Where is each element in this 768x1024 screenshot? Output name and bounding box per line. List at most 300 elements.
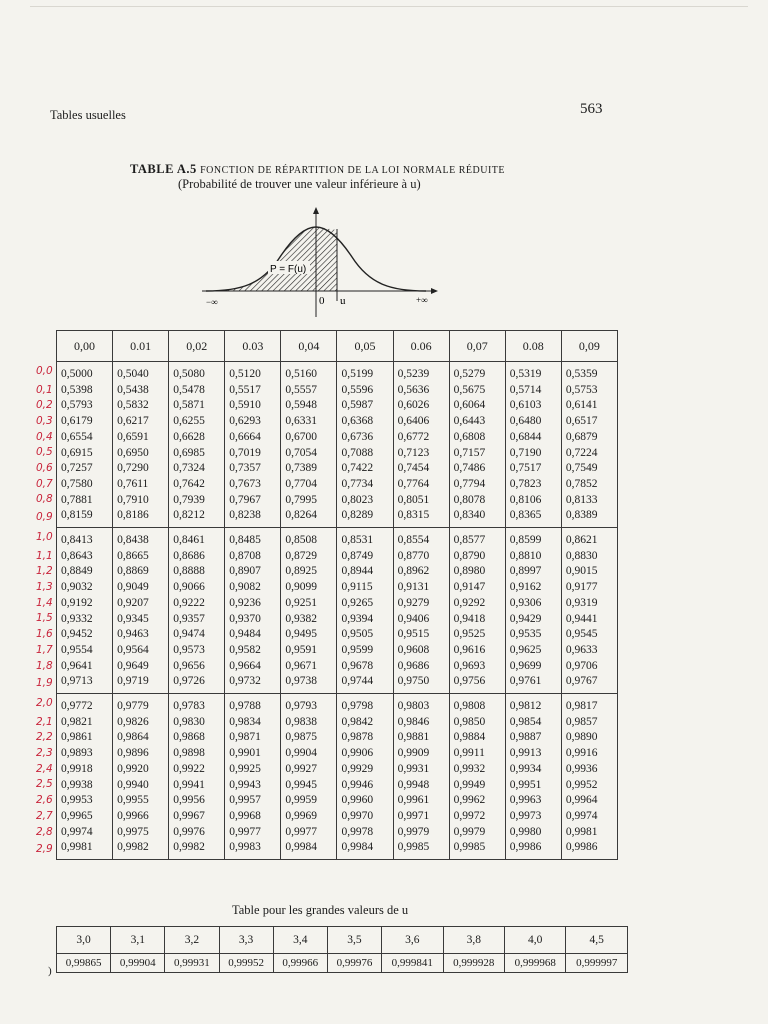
table-cell: 0,9678 (337, 659, 393, 675)
table-label: TABLE A.5 (130, 162, 197, 176)
table-cell: 0,9850 (449, 715, 505, 731)
table-cell: 0,9767 (561, 674, 617, 693)
table-cell: 0,9966 (113, 809, 169, 825)
table-cell: 0,9962 (449, 793, 505, 809)
table-cell: 0,7611 (113, 477, 169, 493)
table-cell: 0,9452 (57, 627, 113, 643)
minus-infinity-label: −∞ (206, 297, 218, 307)
table-cell: 0,9956 (169, 793, 225, 809)
table-cell: 0,7517 (505, 461, 561, 477)
table-cell: 0,8997 (505, 564, 561, 580)
table-cell: 0,9066 (169, 580, 225, 596)
table-cell: 0,9977 (281, 825, 337, 841)
u-label: u (340, 295, 346, 307)
table-cell: 0,9633 (561, 643, 617, 659)
table-cell: 0,9803 (393, 694, 449, 715)
edge-mark: ) (48, 965, 52, 977)
handwritten-row-label: 1,5 (36, 612, 53, 625)
table-cell: 0,9927 (281, 762, 337, 778)
table-cell: 0,9913 (505, 746, 561, 762)
table-cell: 0,9793 (281, 694, 337, 715)
handwritten-row-label: 2,7 (36, 809, 53, 822)
large-values-table (56, 926, 628, 973)
table-row (57, 564, 618, 580)
large-u-cell: 4,0 (505, 927, 566, 954)
table-cell: 0,9265 (337, 596, 393, 612)
handwritten-row-label: 2,9 (36, 842, 53, 855)
large-p-cell: 0,99904 (111, 954, 165, 973)
table-cell: 0,8106 (505, 493, 561, 509)
table-cell: 0,6985 (169, 446, 225, 462)
table-cell: 0,9664 (225, 659, 281, 675)
table-cell: 0,9936 (561, 762, 617, 778)
normal-curve-figure (200, 205, 440, 320)
table-cell: 0,9878 (337, 730, 393, 746)
table-cell: 0,9977 (225, 825, 281, 841)
table-row (57, 580, 618, 596)
table-row (57, 596, 618, 612)
table-title (130, 162, 505, 177)
handwritten-row-label: 2,6 (36, 794, 53, 807)
column-header: 0,04 (281, 331, 337, 362)
large-u-cell: 3,1 (111, 927, 165, 954)
table-row (57, 715, 618, 731)
table-row (57, 430, 618, 446)
table-row (57, 461, 618, 477)
column-header: 0,09 (561, 331, 617, 362)
running-head: Tables usuelles (50, 108, 126, 122)
table-cell: 0,8531 (337, 528, 393, 549)
table-cell: 0,9896 (113, 746, 169, 762)
table-cell: 0,6103 (505, 398, 561, 414)
handwritten-row-label: 1,8 (36, 659, 53, 672)
table-row (57, 825, 618, 841)
table-cell: 0,6554 (57, 430, 113, 446)
large-p-cell: 0,99865 (57, 954, 111, 973)
handwritten-row-label: 1,3 (36, 580, 53, 593)
table-row (57, 809, 618, 825)
table-cell: 0,9929 (337, 762, 393, 778)
table-cell: 0,9854 (505, 715, 561, 731)
large-p-cell: 0,99952 (219, 954, 273, 973)
large-p-cell: 0,99966 (273, 954, 327, 973)
handwritten-row-label: 0,6 (36, 462, 53, 475)
table-cell: 0,9964 (561, 793, 617, 809)
column-header: 0.08 (505, 331, 561, 362)
table-cell: 0,7422 (337, 461, 393, 477)
table-cell: 0,7823 (505, 477, 561, 493)
table-cell: 0,6179 (57, 414, 113, 430)
large-p-cell: 0,999997 (566, 954, 628, 973)
table-cell: 0,9535 (505, 627, 561, 643)
table-cell: 0,9884 (449, 730, 505, 746)
table-cell: 0,8438 (113, 528, 169, 549)
table-cell: 0,9616 (449, 643, 505, 659)
handwritten-row-label: 0,4 (36, 430, 53, 443)
table-cell: 0,9986 (505, 840, 561, 859)
table-cell: 0,7454 (393, 461, 449, 477)
column-header: 0,02 (169, 331, 225, 362)
table-cell: 0,6406 (393, 414, 449, 430)
table-cell: 0,6664 (225, 430, 281, 446)
table-cell: 0,5438 (113, 383, 169, 399)
table-cell: 0,9706 (561, 659, 617, 675)
table-cell: 0,6772 (393, 430, 449, 446)
table-cell: 0,5120 (225, 362, 281, 383)
table-cell: 0,5753 (561, 383, 617, 399)
table-cell: 0,9898 (169, 746, 225, 762)
zero-label: 0 (319, 295, 325, 307)
table-cell: 0,8729 (281, 549, 337, 565)
handwritten-row-label: 0,5 (36, 446, 53, 459)
table-cell: 0,6480 (505, 414, 561, 430)
table-cell: 0,9788 (225, 694, 281, 715)
table-cell: 0,8665 (113, 549, 169, 565)
table-cell: 0,8365 (505, 508, 561, 527)
table-cell: 0,5359 (561, 362, 617, 383)
handwritten-row-label: 1,2 (36, 565, 53, 578)
table-cell: 0,9957 (225, 793, 281, 809)
table-cell: 0,9783 (169, 694, 225, 715)
table-row (57, 643, 618, 659)
table-cell: 0,9911 (449, 746, 505, 762)
table-cell: 0,9974 (57, 825, 113, 841)
table-row (57, 528, 618, 549)
y-axis-arrow (313, 207, 319, 214)
table-cell: 0,9906 (337, 746, 393, 762)
table-cell: 0,9772 (57, 694, 113, 715)
table-cell: 0,9357 (169, 612, 225, 628)
table-cell: 0,9875 (281, 730, 337, 746)
table-cell: 0,9881 (393, 730, 449, 746)
table-cell: 0,8599 (505, 528, 561, 549)
table-cell: 0,9306 (505, 596, 561, 612)
table-cell: 0,7642 (169, 477, 225, 493)
table-cell: 0,9641 (57, 659, 113, 675)
handwritten-row-label: 2,1 (36, 715, 53, 728)
table-cell: 0,5398 (57, 383, 113, 399)
handwritten-row-label: 0,1 (36, 383, 53, 396)
table-cell: 0,9625 (505, 643, 561, 659)
table-cell: 0,9979 (449, 825, 505, 841)
table-cell: 0,9750 (393, 674, 449, 693)
table-cell: 0,7123 (393, 446, 449, 462)
table-cell: 0,9779 (113, 694, 169, 715)
table-cell: 0,8686 (169, 549, 225, 565)
table-cell: 0,6844 (505, 430, 561, 446)
table-cell: 0,8023 (337, 493, 393, 509)
table-cell: 0,7257 (57, 461, 113, 477)
table-cell: 0,9830 (169, 715, 225, 731)
table-cell: 0,9940 (113, 778, 169, 794)
table-cell: 0,8461 (169, 528, 225, 549)
table-cell: 0,5080 (169, 362, 225, 383)
table-cell: 0,9973 (505, 809, 561, 825)
table-cell: 0,9871 (225, 730, 281, 746)
large-p-cell: 0,99976 (327, 954, 381, 973)
table-cell: 0,7190 (505, 446, 561, 462)
table-cell: 0,9693 (449, 659, 505, 675)
table-row (57, 508, 618, 527)
table-cell: 0,7673 (225, 477, 281, 493)
table-cell: 0,9545 (561, 627, 617, 643)
table-row (57, 414, 618, 430)
table-row (57, 383, 618, 399)
handwritten-row-label: 2,8 (36, 825, 53, 838)
table-cell: 0,6026 (393, 398, 449, 414)
table-subtitle: (Probabilité de trouver une valeur inférieure à u) (178, 177, 421, 191)
table-cell: 0,9484 (225, 627, 281, 643)
table-cell: 0,9861 (57, 730, 113, 746)
table-cell: 0,9564 (113, 643, 169, 659)
table-cell: 0,7224 (561, 446, 617, 462)
table-cell: 0,9922 (169, 762, 225, 778)
table-cell: 0,9971 (393, 809, 449, 825)
column-header: 0.06 (393, 331, 449, 362)
table-cell: 0,9946 (337, 778, 393, 794)
table-cell: 0,9207 (113, 596, 169, 612)
table-cell: 0,5279 (449, 362, 505, 383)
table-cell: 0,7486 (449, 461, 505, 477)
table-cell: 0,5557 (281, 383, 337, 399)
table-cell: 0,9925 (225, 762, 281, 778)
table-cell: 0,9893 (57, 746, 113, 762)
table-cell: 0,9904 (281, 746, 337, 762)
table-cell: 0,9599 (337, 643, 393, 659)
table-cell: 0,8925 (281, 564, 337, 580)
table-cell: 0,9826 (113, 715, 169, 731)
table-cell: 0,5040 (113, 362, 169, 383)
handwritten-row-label: 2,3 (36, 747, 53, 760)
handwritten-row-label: 0,8 (36, 493, 53, 506)
table-row (57, 762, 618, 778)
table-cell: 0,9948 (393, 778, 449, 794)
table-cell: 0,9887 (505, 730, 561, 746)
table-cell: 0,9099 (281, 580, 337, 596)
column-header: 0.03 (225, 331, 281, 362)
handwritten-row-label: 2,4 (36, 762, 53, 775)
table-cell: 0,9985 (393, 840, 449, 859)
table-cell: 0,9474 (169, 627, 225, 643)
table-cell: 0,5675 (449, 383, 505, 399)
table-cell: 0,8907 (225, 564, 281, 580)
table-cell: 0,8340 (449, 508, 505, 527)
table-cell: 0,5319 (505, 362, 561, 383)
handwritten-row-label: 2,0 (36, 697, 53, 710)
table-cell: 0,6517 (561, 414, 617, 430)
table-cell: 0,9901 (225, 746, 281, 762)
handwritten-row-label: 2,2 (36, 731, 53, 744)
table-cell: 0,9608 (393, 643, 449, 659)
table-row (57, 446, 618, 462)
column-header: 0.01 (113, 331, 169, 362)
table-cell: 0,8212 (169, 508, 225, 527)
table-cell: 0,9573 (169, 643, 225, 659)
large-p-cell: 0,999968 (505, 954, 566, 973)
table-cell: 0,9345 (113, 612, 169, 628)
table-cell: 0,6331 (281, 414, 337, 430)
table-cell: 0,9726 (169, 674, 225, 693)
table-cell: 0,8289 (337, 508, 393, 527)
table-cell: 0,9582 (225, 643, 281, 659)
table-cell: 0,9951 (505, 778, 561, 794)
table-cell: 0,9418 (449, 612, 505, 628)
table-cell: 0,9838 (281, 715, 337, 731)
table-cell: 0,9332 (57, 612, 113, 628)
table-cell: 0,6368 (337, 414, 393, 430)
table-cell: 0,9959 (281, 793, 337, 809)
table-cell: 0,9505 (337, 627, 393, 643)
table-cell: 0,5478 (169, 383, 225, 399)
table-cell: 0,9980 (505, 825, 561, 841)
table-cell: 0,9967 (169, 809, 225, 825)
table-cell: 0,7357 (225, 461, 281, 477)
table-cell: 0,9699 (505, 659, 561, 675)
table-cell: 0,6808 (449, 430, 505, 446)
table-cell: 0,9834 (225, 715, 281, 731)
large-u-cell: 3,2 (165, 927, 219, 954)
table-cell: 0,9082 (225, 580, 281, 596)
table-cell: 0,9949 (449, 778, 505, 794)
table-row (57, 674, 618, 693)
table-cell: 0,9744 (337, 674, 393, 693)
table-row (57, 627, 618, 643)
handwritten-row-label: 1,9 (36, 676, 53, 689)
table-cell: 0,5871 (169, 398, 225, 414)
table-cell: 0,7157 (449, 446, 505, 462)
table-cell: 0,9978 (337, 825, 393, 841)
table-cell: 0,8888 (169, 564, 225, 580)
table-cell: 0,7290 (113, 461, 169, 477)
table-cell: 0,9732 (225, 674, 281, 693)
table-cell: 0,8413 (57, 528, 113, 549)
table-cell: 0,9192 (57, 596, 113, 612)
table-cell: 0,9812 (505, 694, 561, 715)
plus-infinity-label: +∞ (416, 295, 428, 305)
table-cell: 0,5000 (57, 362, 113, 383)
table-cell: 0,8315 (393, 508, 449, 527)
table-cell: 0,9864 (113, 730, 169, 746)
table-row (57, 362, 618, 383)
table-row (57, 398, 618, 414)
table-cell: 0,9983 (225, 840, 281, 859)
table-cell: 0,6915 (57, 446, 113, 462)
large-values-caption: Table pour les grandes valeurs de u (232, 903, 409, 917)
table-cell: 0,9686 (393, 659, 449, 675)
table-row (57, 659, 618, 675)
table-cell: 0,9162 (505, 580, 561, 596)
table-cell: 0,8944 (337, 564, 393, 580)
table-cell: 0,8810 (505, 549, 561, 565)
table-cell: 0,9049 (113, 580, 169, 596)
table-row (57, 778, 618, 794)
table-cell: 0,9842 (337, 715, 393, 731)
table-cell: 0,8830 (561, 549, 617, 565)
table-cell: 0,9981 (561, 825, 617, 841)
table-cell: 0,6064 (449, 398, 505, 414)
table-cell: 0,5714 (505, 383, 561, 399)
handwritten-row-label: 1,0 (36, 531, 53, 544)
scan-top-edge (30, 6, 748, 7)
handwritten-row-label: 0,9 (36, 510, 53, 523)
table-row (57, 746, 618, 762)
column-header: 0,07 (449, 331, 505, 362)
table-cell: 0,5987 (337, 398, 393, 414)
table-cell: 0,7967 (225, 493, 281, 509)
curve-label: P = F(u) (270, 264, 307, 275)
table-cell: 0,9713 (57, 674, 113, 693)
large-u-cell: 4,5 (566, 927, 628, 954)
table-cell: 0,9916 (561, 746, 617, 762)
large-u-cell: 3,4 (273, 927, 327, 954)
table-cell: 0,9970 (337, 809, 393, 825)
handwritten-row-label: 1,4 (36, 596, 53, 609)
handwritten-row-label: 0,3 (36, 414, 53, 427)
table-cell: 0,8869 (113, 564, 169, 580)
table-cell: 0,9969 (281, 809, 337, 825)
normal-distribution-table (56, 330, 618, 860)
table-cell: 0,6628 (169, 430, 225, 446)
table-cell: 0,8708 (225, 549, 281, 565)
table-cell: 0,9671 (281, 659, 337, 675)
table-cell: 0,8078 (449, 493, 505, 509)
table-cell: 0,6950 (113, 446, 169, 462)
table-cell: 0,6217 (113, 414, 169, 430)
table-cell: 0,9976 (169, 825, 225, 841)
table-row (57, 549, 618, 565)
table-cell: 0,7995 (281, 493, 337, 509)
table-cell: 0,9649 (113, 659, 169, 675)
table-cell: 0,9591 (281, 643, 337, 659)
table-cell: 0,8508 (281, 528, 337, 549)
large-u-cell: 3,3 (219, 927, 273, 954)
table-cell: 0,9953 (57, 793, 113, 809)
table-cell: 0,9515 (393, 627, 449, 643)
table-cell: 0,9525 (449, 627, 505, 643)
table-cell: 0,6736 (337, 430, 393, 446)
table-cell: 0,9222 (169, 596, 225, 612)
handwritten-row-label: 1,1 (36, 549, 53, 562)
table-cell: 0,7734 (337, 477, 393, 493)
table-cell: 0,6255 (169, 414, 225, 430)
table-cell: 0,9495 (281, 627, 337, 643)
table-cell: 0,9463 (113, 627, 169, 643)
table-cell: 0,7324 (169, 461, 225, 477)
table-row (57, 840, 618, 859)
table-cell: 0,9965 (57, 809, 113, 825)
table-cell: 0,8577 (449, 528, 505, 549)
table-cell: 0,9963 (505, 793, 561, 809)
table-cell: 0,9932 (449, 762, 505, 778)
table-cell: 0,9032 (57, 580, 113, 596)
table-cell: 0,8790 (449, 549, 505, 565)
table-cell: 0,9890 (561, 730, 617, 746)
table-cell: 0,8389 (561, 508, 617, 527)
table-title-text: FONCTION DE RÉPARTITION DE LA LOI NORMALE RÉDUITE (200, 165, 506, 176)
table-cell: 0,9931 (393, 762, 449, 778)
table-cell: 0,7019 (225, 446, 281, 462)
table-cell: 0,8051 (393, 493, 449, 509)
table-cell: 0,9429 (505, 612, 561, 628)
table-cell: 0,9808 (449, 694, 505, 715)
table-cell: 0,5199 (337, 362, 393, 383)
table-cell: 0,5636 (393, 383, 449, 399)
table-cell: 0,8849 (57, 564, 113, 580)
table-cell: 0,5948 (281, 398, 337, 414)
large-p-cell: 0,999928 (443, 954, 504, 973)
large-p-cell: 0,999841 (382, 954, 443, 973)
table-cell: 0,9131 (393, 580, 449, 596)
